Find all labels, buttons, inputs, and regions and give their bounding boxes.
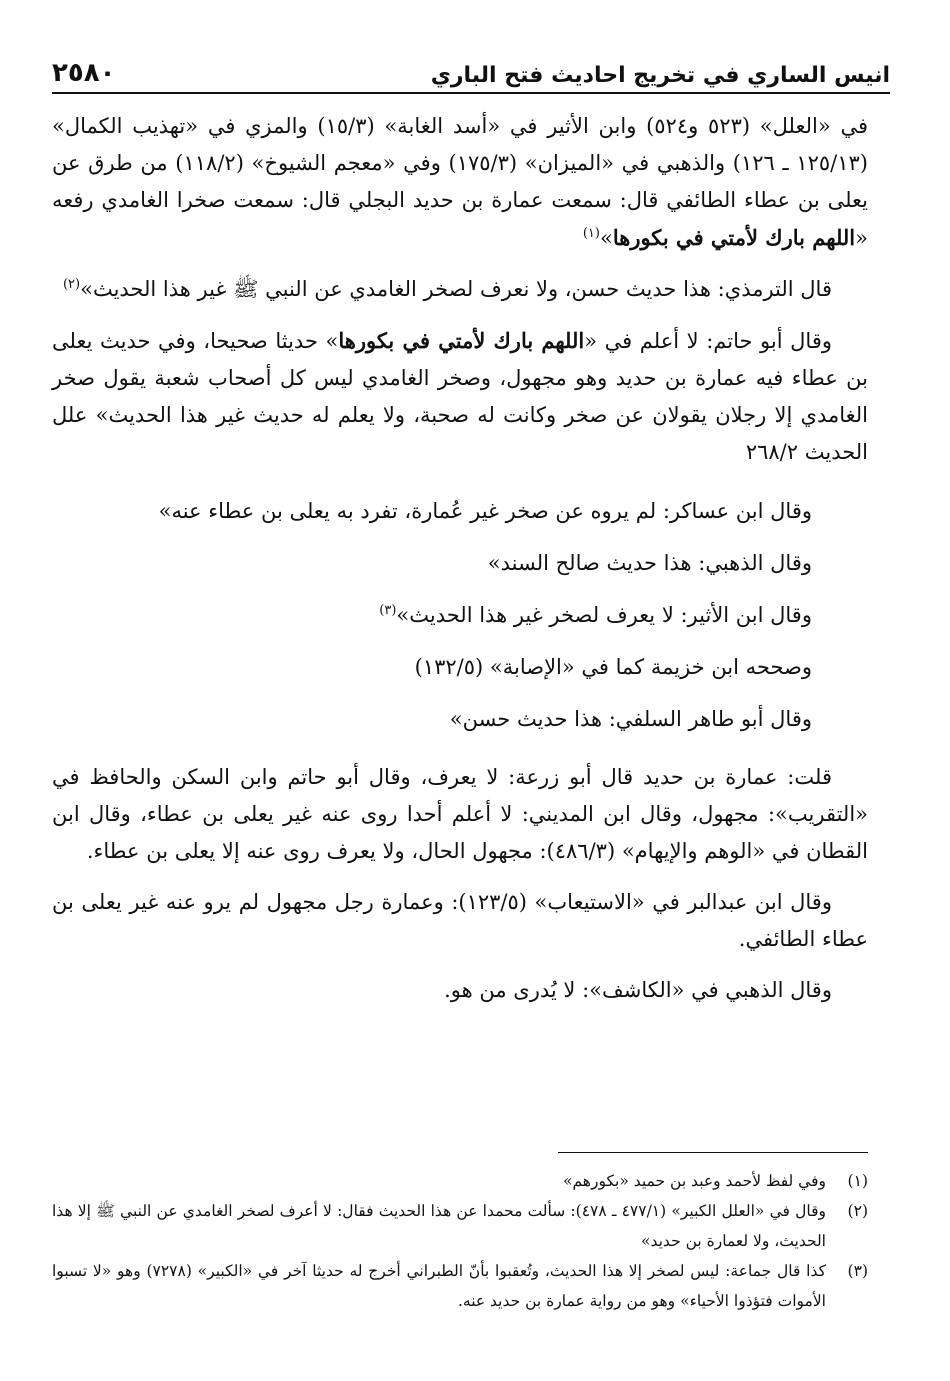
quote-line: وقال أبو طاهر السلفي: هذا حديث حسن» [449,707,812,731]
footnote-ref-3: (٣) [379,603,397,618]
quote-line: وقال ابن الأثير: لا يعرف لصخر غير هذا الحديث»$^{(٣)}$ [379,603,812,627]
footnote-number: (٣) [847,1262,868,1280]
paragraph-6: وقال الذهبي في «الكاشف»: لا يُدرى من هو. [444,978,832,1002]
header-title: انيس الساري في تخريج احاديث فتح الباري [430,63,890,88]
hadith-text: اللهم بارك لأمتي في بكورها [338,328,585,353]
quote-line: وقال الذهبي: هذا حديث صالح السند» [487,551,812,575]
main-text [52,108,868,1023]
paragraph-1: في «العلل» (٥٢٣ و٥٢٤) وابن الأثير في «أسد الغابة» (١٥/٣) والمزي في «تهذيب الكمال» (١٢٥/١٣ ـ ١٢٦) والذهبي في «الميزان» (١٧٥/٣) وفي «معجم الشيوخ» (١١٨/٢) من طرق عن يعلى بن عطاء الطائفي قال: سمعت عمارة بن حديد البجلي قال: سمعت صخرا الغامدي رفعه «اللهم بارك لأمتي في بكورها»$^{(١)}$ [52,114,868,250]
footnote-text: كذا قال جماعة: ليس لصخر إلا هذا الحديث، وتُعقبوا بأنّ الطبراني أخرج له حديثا آخر في «الكبير» (٧٢٧٨) وهو «لا تسبوا الأموات فتؤذوا الأحياء» وهو من رواية عمارة بن حديد عنه. [52,1262,827,1310]
footnote-ref-2: (٢) [62,277,81,292]
footnote-number: (١) [847,1172,868,1190]
footnote [52,1256,868,1316]
footnote-text: وقال في «العلل الكبير» (٤٧٧/١ ـ ٤٧٨): سألت محمدا عن هذا الحديث فقال: لا أعرف لصخر الغامدي عن النبي ﷺ إلا هذا الحديث، ولا لعمارة بن حديد» [52,1202,826,1250]
page-number: ٢٥٨٠ [52,58,116,88]
footnote [52,1166,868,1196]
paragraph-4: قلت: عمارة بن حديد قال أبو زرعة: لا يعرف، وقال أبو حاتم وابن السكن والحافظ في «التقريب»: مجهول، وقال ابن المديني: لا أعلم أحدا روى عنه غير يعلى بن عطاء، وقال ابن القطان في «الوهم والإيهام» (٤٨٦/٣): مجهول الحال، ولا يعرف روى عنه إلا يعلى بن عطاء. [52,765,868,863]
quote-line: وقال ابن عساكر: لم يروه عن صخر غير عُمارة، تفرد به يعلى بن عطاء عنه» [158,499,812,523]
paragraph-5: وقال ابن عبدالبر في «الاستيعاب» (١٢٣/٥): وعمارة رجل مجهول لم يرو عنه غير يعلى بن عطاء الطائفي. [52,890,868,951]
paragraph-3: وقال أبو حاتم: لا أعلم في «اللهم بارك لأمتي في بكورها» حديثا صحيحا، وفي حديث يعلى بن عطاء فيه عمارة بن حديد وهو مجهول، وصخر الغامدي ليس كل أصحاب شعبة يقول صخر الغامدي إلا رجلان يقولان عن صخر وكانت له صحبة، ولا يعلم له حديث غير هذا الحديث» علل الحديث ٢٦٨/٢ [52,328,868,464]
footnote-divider [558,1152,868,1153]
hadith-text: اللهم بارك لأمتي في بكورها [612,225,856,250]
footnote [52,1196,868,1256]
footnote-number: (٢) [847,1202,868,1220]
paragraph-2: قال الترمذي: هذا حديث حسن، ولا نعرف لصخر الغامدي عن النبي ﷺ غير هذا الحديث»$^{(٢)}$ [62,277,832,301]
quote-line: وصححه ابن خزيمة كما في «الإصابة» (١٣٢/٥) [414,655,812,679]
footnotes [52,1166,868,1316]
running-header [52,48,890,94]
footnote-text: وفي لفظ لأحمد وعبد بن حميد «بكورهم» [562,1172,826,1190]
footnote-ref-1: (١) [582,226,600,241]
